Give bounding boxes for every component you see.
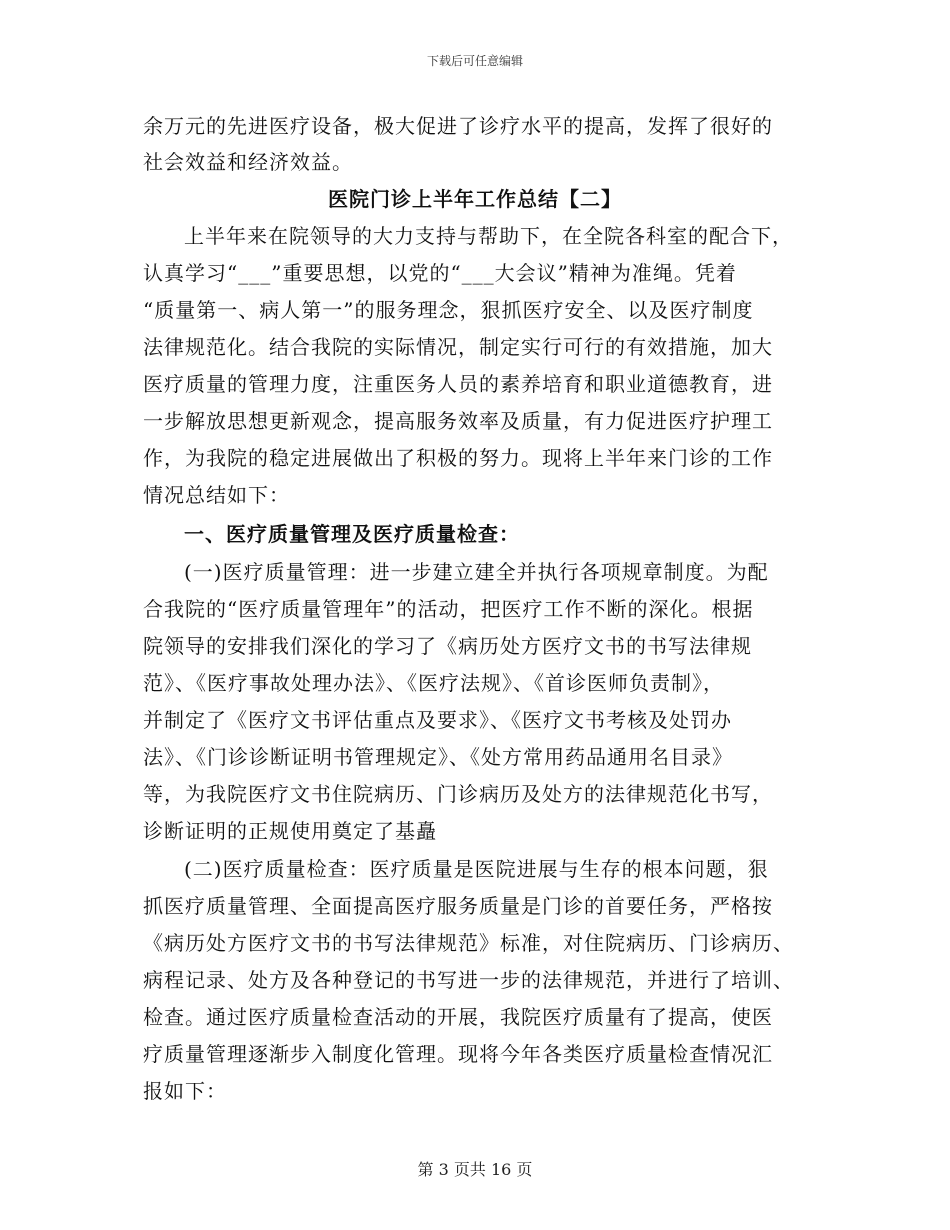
text-line: 医疗质量的管理力度，注重医务人员的素养培育和职业道德教育，进: [143, 372, 773, 396]
text-line: (一)医疗质量管理：进一步建立建全并执行各项规章制度。为配: [184, 560, 769, 584]
text-line: 认真学习“___”重要思想，以党的“___大会议”精神为准绳。凭着: [143, 261, 737, 285]
text-line: 检查。通过医疗质量检查活动的开展，我院医疗质量有了提高，使医: [143, 1005, 773, 1029]
text-line: “质量第一、病人第一”的服务理念，狠抓医疗安全、以及医疗制度: [143, 298, 754, 322]
heading: 一、医疗质量管理及医疗质量检查：: [184, 522, 520, 546]
text-line: 病程记录、处方及各种登记的书写进一步的法律规范，并进行了培训、: [143, 968, 794, 992]
text-line: 院领导的安排我们深化的学习了《病历处方医疗文书的书写法律规: [143, 634, 752, 658]
text-line: 《病历处方医疗文书的书写法律规范》标准，对住院病历、门诊病历、: [143, 931, 794, 955]
text-line: 抓医疗质量管理、全面提高医疗服务质量是门诊的首要任务，严格按: [143, 894, 773, 918]
text-line: 等，为我院医疗文书住院病历、门诊病历及处方的法律规范化书写，: [143, 782, 773, 806]
text-line: 作，为我院的稳定进展做出了积极的努力。现将上半年来门诊的工作: [143, 446, 773, 470]
text-line: 一步解放思想更新观念，提高服务效率及质量，有力促进医疗护理工: [143, 409, 773, 433]
text-line: 诊断证明的正规使用奠定了基矗: [143, 819, 437, 843]
text-line: 并制定了《医疗文书评估重点及要求》、《医疗文书考核及处罚办: [143, 708, 732, 732]
text-line: (二)医疗质量检查：医疗质量是医院进展与生存的根本问题，狠: [184, 857, 769, 881]
page-header: 下载后可任意编辑: [426, 54, 523, 68]
text-line: 余万元的先进医疗设备，极大促进了诊疗水平的提高，发挥了很好的: [143, 114, 773, 138]
text-line: 合我院的“医疗质量管理年”的活动，把医疗工作不断的深化。根据: [143, 597, 754, 621]
page-footer: 第 3 页共 16 页: [417, 1160, 533, 1179]
section-title: 医院门诊上半年工作总结【二】: [328, 187, 622, 211]
text-line: 范》、《医疗事故处理办法》、《医疗法规》、《首诊医师负责制》，: [143, 671, 724, 695]
text-line: 报如下：: [143, 1079, 227, 1103]
text-line: 疗质量管理逐渐步入制度化管理。现将今年各类医疗质量检查情况汇: [143, 1042, 773, 1066]
text-line: 上半年来在院领导的大力支持与帮助下，在全院各科室的配合下，: [184, 224, 793, 248]
text-line: 情况总结如下：: [143, 483, 290, 507]
text-line: 法律规范化。结合我院的实际情况，制定实行可行的有效措施，加大: [143, 335, 773, 359]
text-line: 法》、《门诊诊断证明书管理规定》、《处方常用药品通用名目录》: [143, 745, 733, 769]
text-line: 社会效益和经济效益。: [143, 150, 353, 174]
